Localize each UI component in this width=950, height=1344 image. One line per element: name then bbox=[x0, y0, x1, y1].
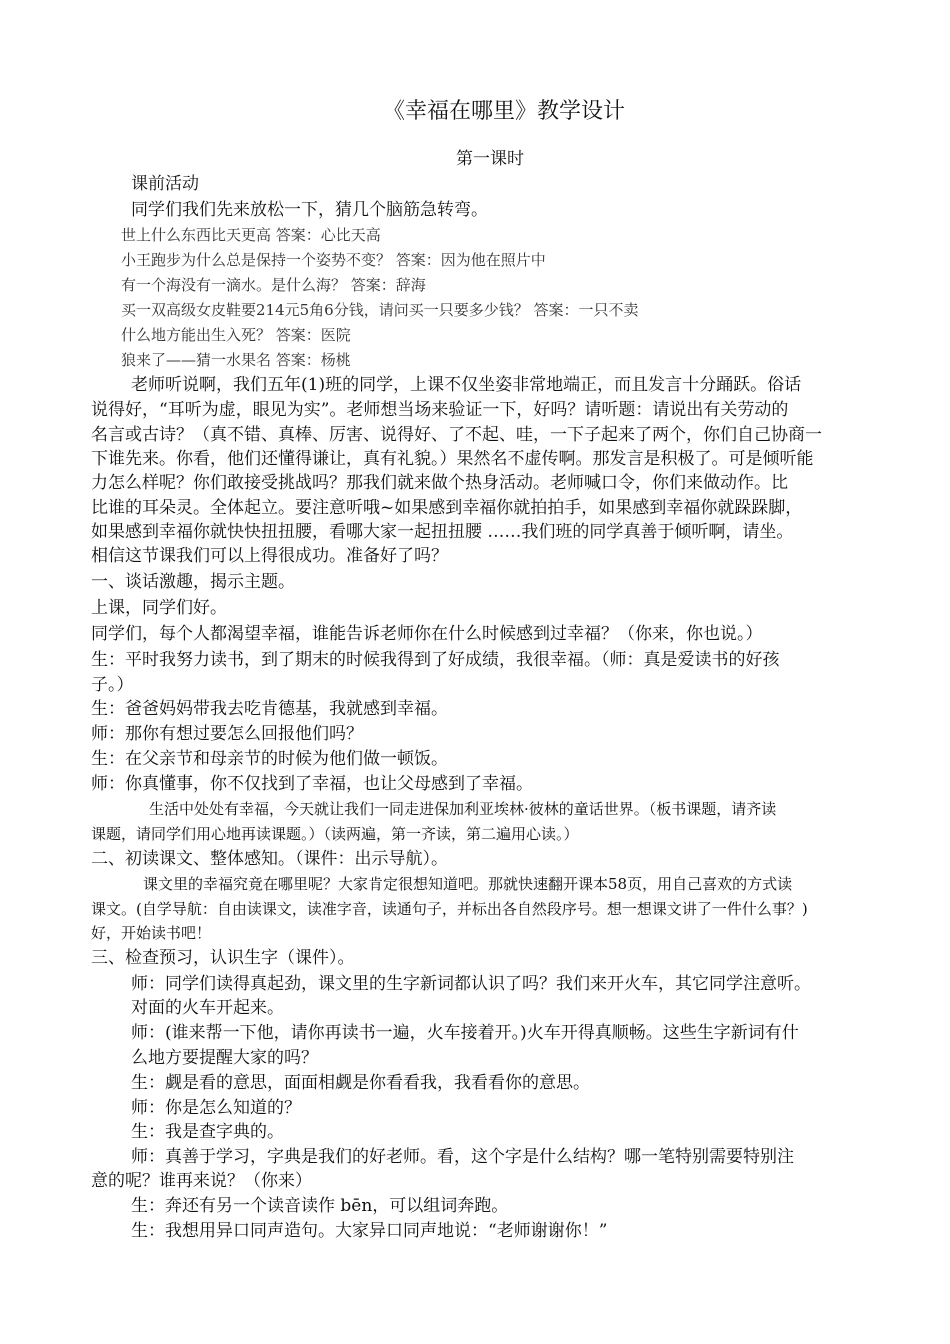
dialogue-line: 生：奔还有另一个读音读作 bēn，可以组词奔跑。 bbox=[131, 1196, 509, 1216]
riddle-line: 狼来了——猜一水果名 答案：杨桃 bbox=[121, 351, 351, 369]
paragraph-line: 下谁先来。你看，他们还懂得谦让，真有礼貌。）果然名不虚传啊。那发言是积极了。可是倾听能 bbox=[91, 449, 814, 469]
paragraph-line: 好，开始读书吧！ bbox=[91, 924, 212, 942]
paragraph-line: 课文里的幸福究竟在哪里呢？大家肯定很想知道吧。那就快速翻开课本58页，用自己喜欢的方式读 bbox=[143, 875, 793, 893]
pre-activity-intro: 同学们我们先来放松一下，猜几个脑筋急转弯。 bbox=[131, 200, 488, 220]
pre-activity-heading: 课前活动 bbox=[131, 174, 199, 194]
dialogue-line: 生：觑是看的意思，面面相觑是你看看我，我看看你的意思。 bbox=[131, 1073, 590, 1093]
paragraph-line: 相信这节课我们可以上得很成功。准备好了吗？ bbox=[91, 546, 448, 566]
riddle-line: 买一双高级女皮鞋要214元5角6分钱，请问买一只要多少钱？ 答案：一只不卖 bbox=[121, 301, 639, 319]
dialogue-line: 师：(谁来帮一下他，请你再读书一遍，火车接着开。)火车开得真顺畅。这些生字新词有什 bbox=[131, 1023, 799, 1043]
dialogue-line: 师：你真懂事，你不仅找到了幸福，也让父母感到了幸福。 bbox=[91, 774, 533, 794]
paragraph-line: 如果感到幸福你就快快扭扭腰，看哪大家一起扭扭腰 ……我们班的同学真善于倾听啊，请坐。 bbox=[91, 522, 794, 542]
dialogue-line: 生：在父亲节和母亲节的时候为他们做一顿饭。 bbox=[91, 749, 448, 769]
dialogue-line: 生：我是查字典的。 bbox=[131, 1122, 284, 1142]
paragraph-line: 比谁的耳朵灵。全体起立。要注意听哦~如果感到幸福你就拍拍手，如果感到幸福你就跺跺脚， bbox=[91, 498, 803, 518]
paragraph-line: 课文。(自学导航：自由读课文，读准字音，读通句子，并标出各自然段序号。想一想课文讲了一件什么事？) bbox=[91, 900, 808, 918]
paragraph-line: 老师听说啊，我们五年(1)班的同学，上课不仅坐姿非常地端正，而且发言十分踊跃。俗话 bbox=[131, 375, 802, 395]
lesson-subtitle: 第一课时 bbox=[456, 149, 524, 169]
dialogue-line: 对面的火车开起来。 bbox=[131, 998, 284, 1018]
section-heading-3: 三、检查预习，认识生字（课件）。 bbox=[91, 948, 355, 968]
paragraph-line: 课题，请同学们用心地再读课题。）（读两遍，第一齐读，第二遍用心读。） bbox=[91, 825, 579, 843]
dialogue-line: 上课，同学们好。 bbox=[91, 598, 227, 618]
section-heading-1: 一、谈话激趣，揭示主题。 bbox=[91, 572, 295, 592]
dialogue-line: 同学们，每个人都渴望幸福，谁能告诉老师你在什么时候感到过幸福？（你来，你也说。） bbox=[91, 624, 763, 644]
dialogue-line: 师：你是怎么知道的？ bbox=[131, 1098, 301, 1118]
dialogue-line: 生：爸爸妈妈带我去吃肯德基，我就感到幸福。 bbox=[91, 699, 448, 719]
paragraph-line: 师：真善于学习，字典是我们的好老师。看，这个字是什么结构？哪一笔特别需要特别注 bbox=[131, 1147, 794, 1167]
riddle-line: 有一个海没有一滴水。是什么海？ 答案：辞海 bbox=[121, 276, 426, 294]
paragraph-line: 说得好，“耳听为虚，眼见为实”。老师想当场来验证一下，好吗？请听题：请说出有关劳动的 bbox=[91, 400, 789, 420]
paragraph-line: 生活中处处有幸福，今天就让我们一同走进保加利亚埃林·彼林的童话世界。（板书课题，请齐读 bbox=[149, 800, 777, 818]
paragraph-line: 意的呢？谁再来说？（你来） bbox=[91, 1171, 312, 1191]
riddle-line: 世上什么东西比天更高 答案：心比天高 bbox=[121, 226, 381, 244]
riddle-line: 什么地方能出生入死？ 答案：医院 bbox=[121, 326, 351, 344]
riddle-line: 小王跑步为什么总是保持一个姿势不变？ 答案：因为他在照片中 bbox=[121, 251, 546, 269]
dialogue-line: 师：那你有想过要怎么回报他们吗？ bbox=[91, 724, 363, 744]
dialogue-line: 子。） bbox=[91, 675, 134, 695]
section-heading-2: 二、初读课文、整体感知。（课件：出示导航）。 bbox=[91, 849, 448, 869]
document-title: 《幸福在哪里》教学设计 bbox=[383, 99, 626, 124]
dialogue-line: 师：同学们读得真起劲，课文里的生字新词都认识了吗？我们来开火车，其它同学注意听。 bbox=[131, 974, 811, 994]
paragraph-line: 力怎么样呢？你们敢接受挑战吗？那我们就来做个热身活动。老师喊口令，你们来做动作。比 bbox=[91, 473, 788, 493]
dialogue-line: 生：平时我努力读书，到了期末的时候我得到了好成绩，我很幸福。（师：真是爱读书的好孩 bbox=[91, 650, 780, 670]
dialogue-line: 么地方要提醒大家的吗？ bbox=[131, 1048, 318, 1068]
paragraph-line: 名言或古诗？（真不错、真棒、厉害、说得好、了不起、哇，一下子起来了两个，你们自己协商一 bbox=[91, 425, 822, 445]
dialogue-line: 生：我想用异口同声造句。大家异口同声地说：“老师谢谢你！” bbox=[131, 1221, 608, 1241]
